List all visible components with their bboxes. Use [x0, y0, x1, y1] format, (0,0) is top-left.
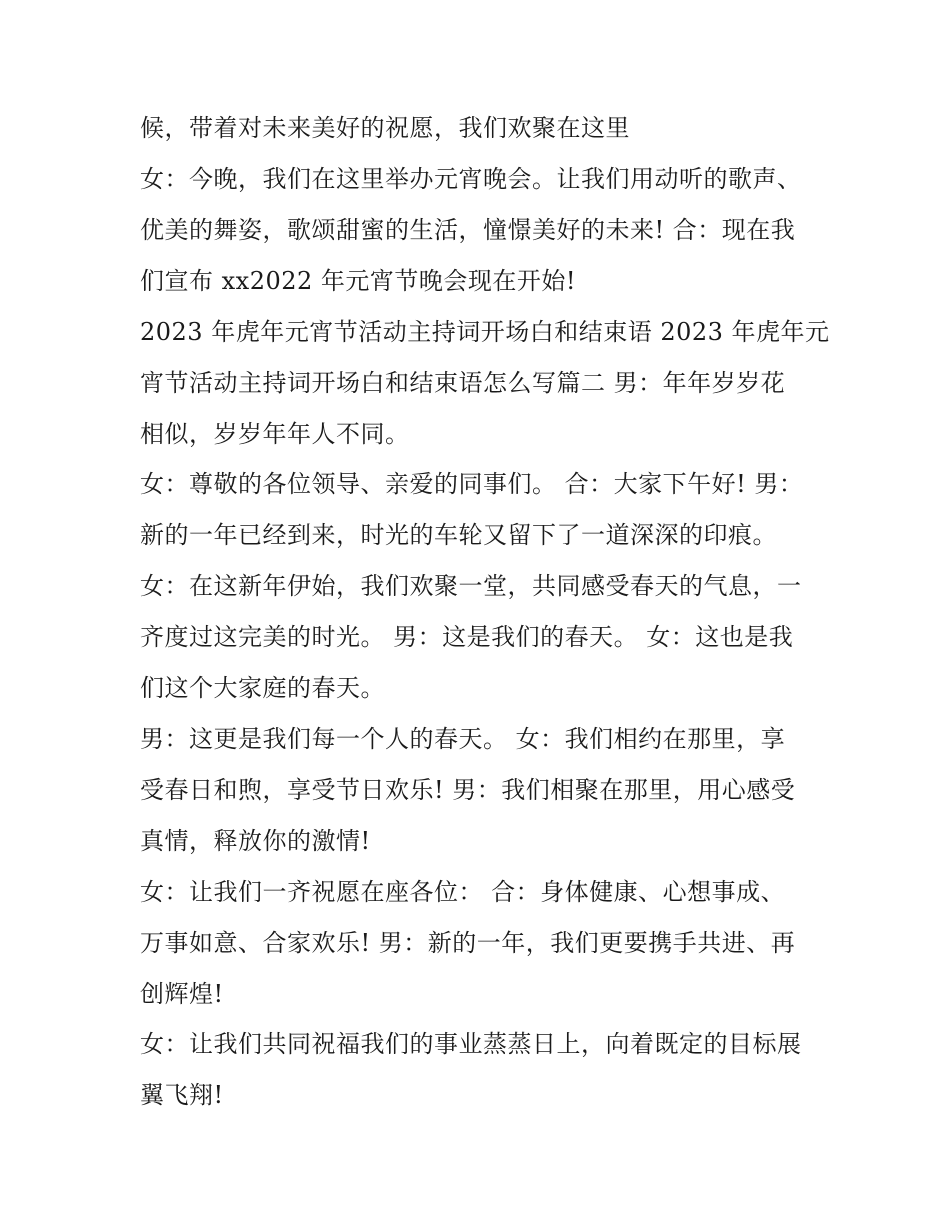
text-line: 翼飞翔! — [140, 1081, 224, 1109]
text-line: 齐度过这完美的时光。 男：这是我们的春天。 女：这也是我 — [140, 623, 794, 651]
text-line: 2023 年虎年元宵节活动主持词开场白和结束语 2023 年虎年元 — [140, 318, 830, 346]
text-line: 受春日和煦，享受节日欢乐! 男：我们相聚在那里，用心感受 — [140, 776, 796, 804]
text-line: 女：尊敬的各位领导、亲爱的同事们。 合：大家下午好! 男： — [140, 470, 804, 498]
text-line: 优美的舞姿，歌颂甜蜜的生活，憧憬美好的未来! 合：现在我 — [140, 216, 796, 244]
text-line: 新的一年已经到来，时光的车轮又留下了一道深深的印痕。 — [140, 521, 777, 549]
text-line: 女：今晚，我们在这里举办元宵晚会。让我们用动听的歌声、 — [140, 165, 802, 193]
text-line: 万事如意、合家欢乐! 男：新的一年，我们更要携手共进、再 — [140, 929, 796, 957]
text-line: 女：让我们一齐祝愿在座各位： 合：身体健康、心想事成、 — [140, 878, 786, 906]
text-line: 相似，岁岁年年人不同。 — [140, 420, 410, 448]
text-line: 候，带着对未来美好的祝愿，我们欢聚在这里 — [140, 114, 630, 142]
text-line: 们这个大家庭的春天。 — [140, 674, 385, 702]
text-line: 创辉煌! — [140, 980, 224, 1008]
text-line: 真情，释放你的激情! — [140, 827, 371, 855]
text-line: 男：这更是我们每一个人的春天。 女：我们相约在那里，享 — [140, 725, 786, 753]
text-line: 们宣布 xx2022 年元宵节晚会现在开始! — [140, 267, 577, 295]
text-line: 宵节活动主持词开场白和结束语怎么写篇二 男：年年岁岁花 — [140, 369, 786, 397]
text-line: 女：让我们共同祝福我们的事业蒸蒸日上，向着既定的目标展 — [140, 1030, 802, 1058]
text-line: 女：在这新年伊始，我们欢聚一堂，共同感受春天的气息，一 — [140, 572, 802, 600]
